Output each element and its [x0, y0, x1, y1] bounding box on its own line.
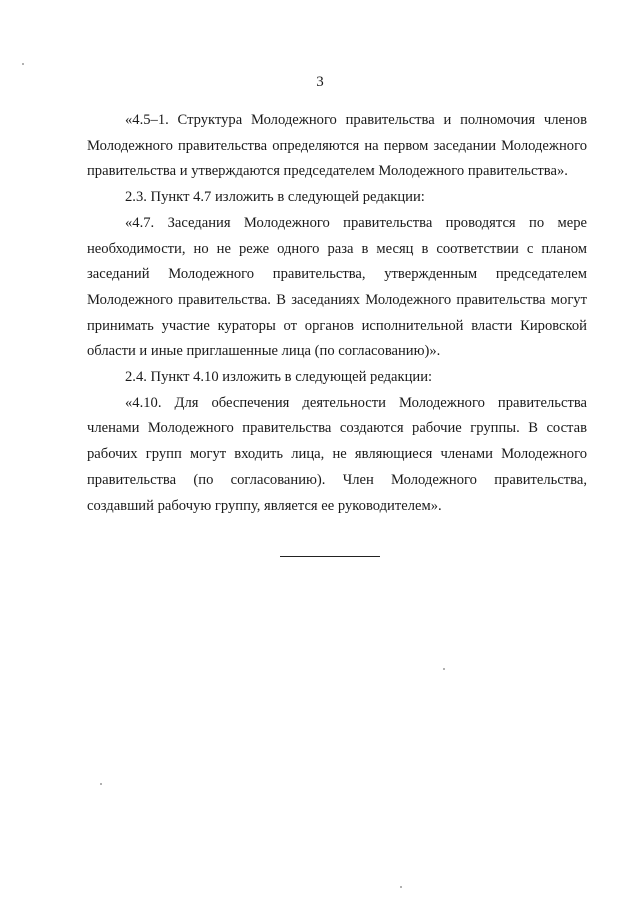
end-separator-line [280, 556, 380, 557]
document-body [87, 108, 587, 519]
scan-speck [443, 668, 445, 670]
page-number: 3 [316, 74, 324, 90]
scan-speck [400, 886, 402, 888]
paragraph-item-4-7: «4.7. Заседания Молодежного правительства проводятся по мере необходимости, но не реже одного раза в месяц в соответствии с планом заседаний Молодежного правительства, утвержденным председателем Молодежного правительства. В заседаниях Молодежного правительства могут принимать участие кураторы от органов исполнительной власти Кировской области и иные приглашенные лица (по согласованию)». [87, 214, 587, 360]
scan-speck [22, 63, 24, 65]
scan-speck [100, 783, 102, 785]
paragraph-item-4-10: «4.10. Для обеспечения деятельности Молодежного правительства членами Молодежного правительства создаются рабочие группы. В состав рабочих групп могут входить лица, не являющиеся членами Молодежного правительства (по согласованию). Член Молодежного правительства, создавший рабочую группу, является ее руководителем». [87, 394, 587, 514]
paragraph-amendment-2-4: 2.4. Пункт 4.10 изложить в следующей редакции: [125, 369, 433, 386]
paragraph-item-4-5-1: «4.5–1. Структура Молодежного правительства и полномочия членов Молодежного правительства определяются на первом заседании Молодежного правительства и утверждаются председателем Молодежного правительства». [87, 112, 587, 180]
paragraph-amendment-2-3: 2.3. Пункт 4.7 изложить в следующей редакции: [125, 189, 425, 206]
